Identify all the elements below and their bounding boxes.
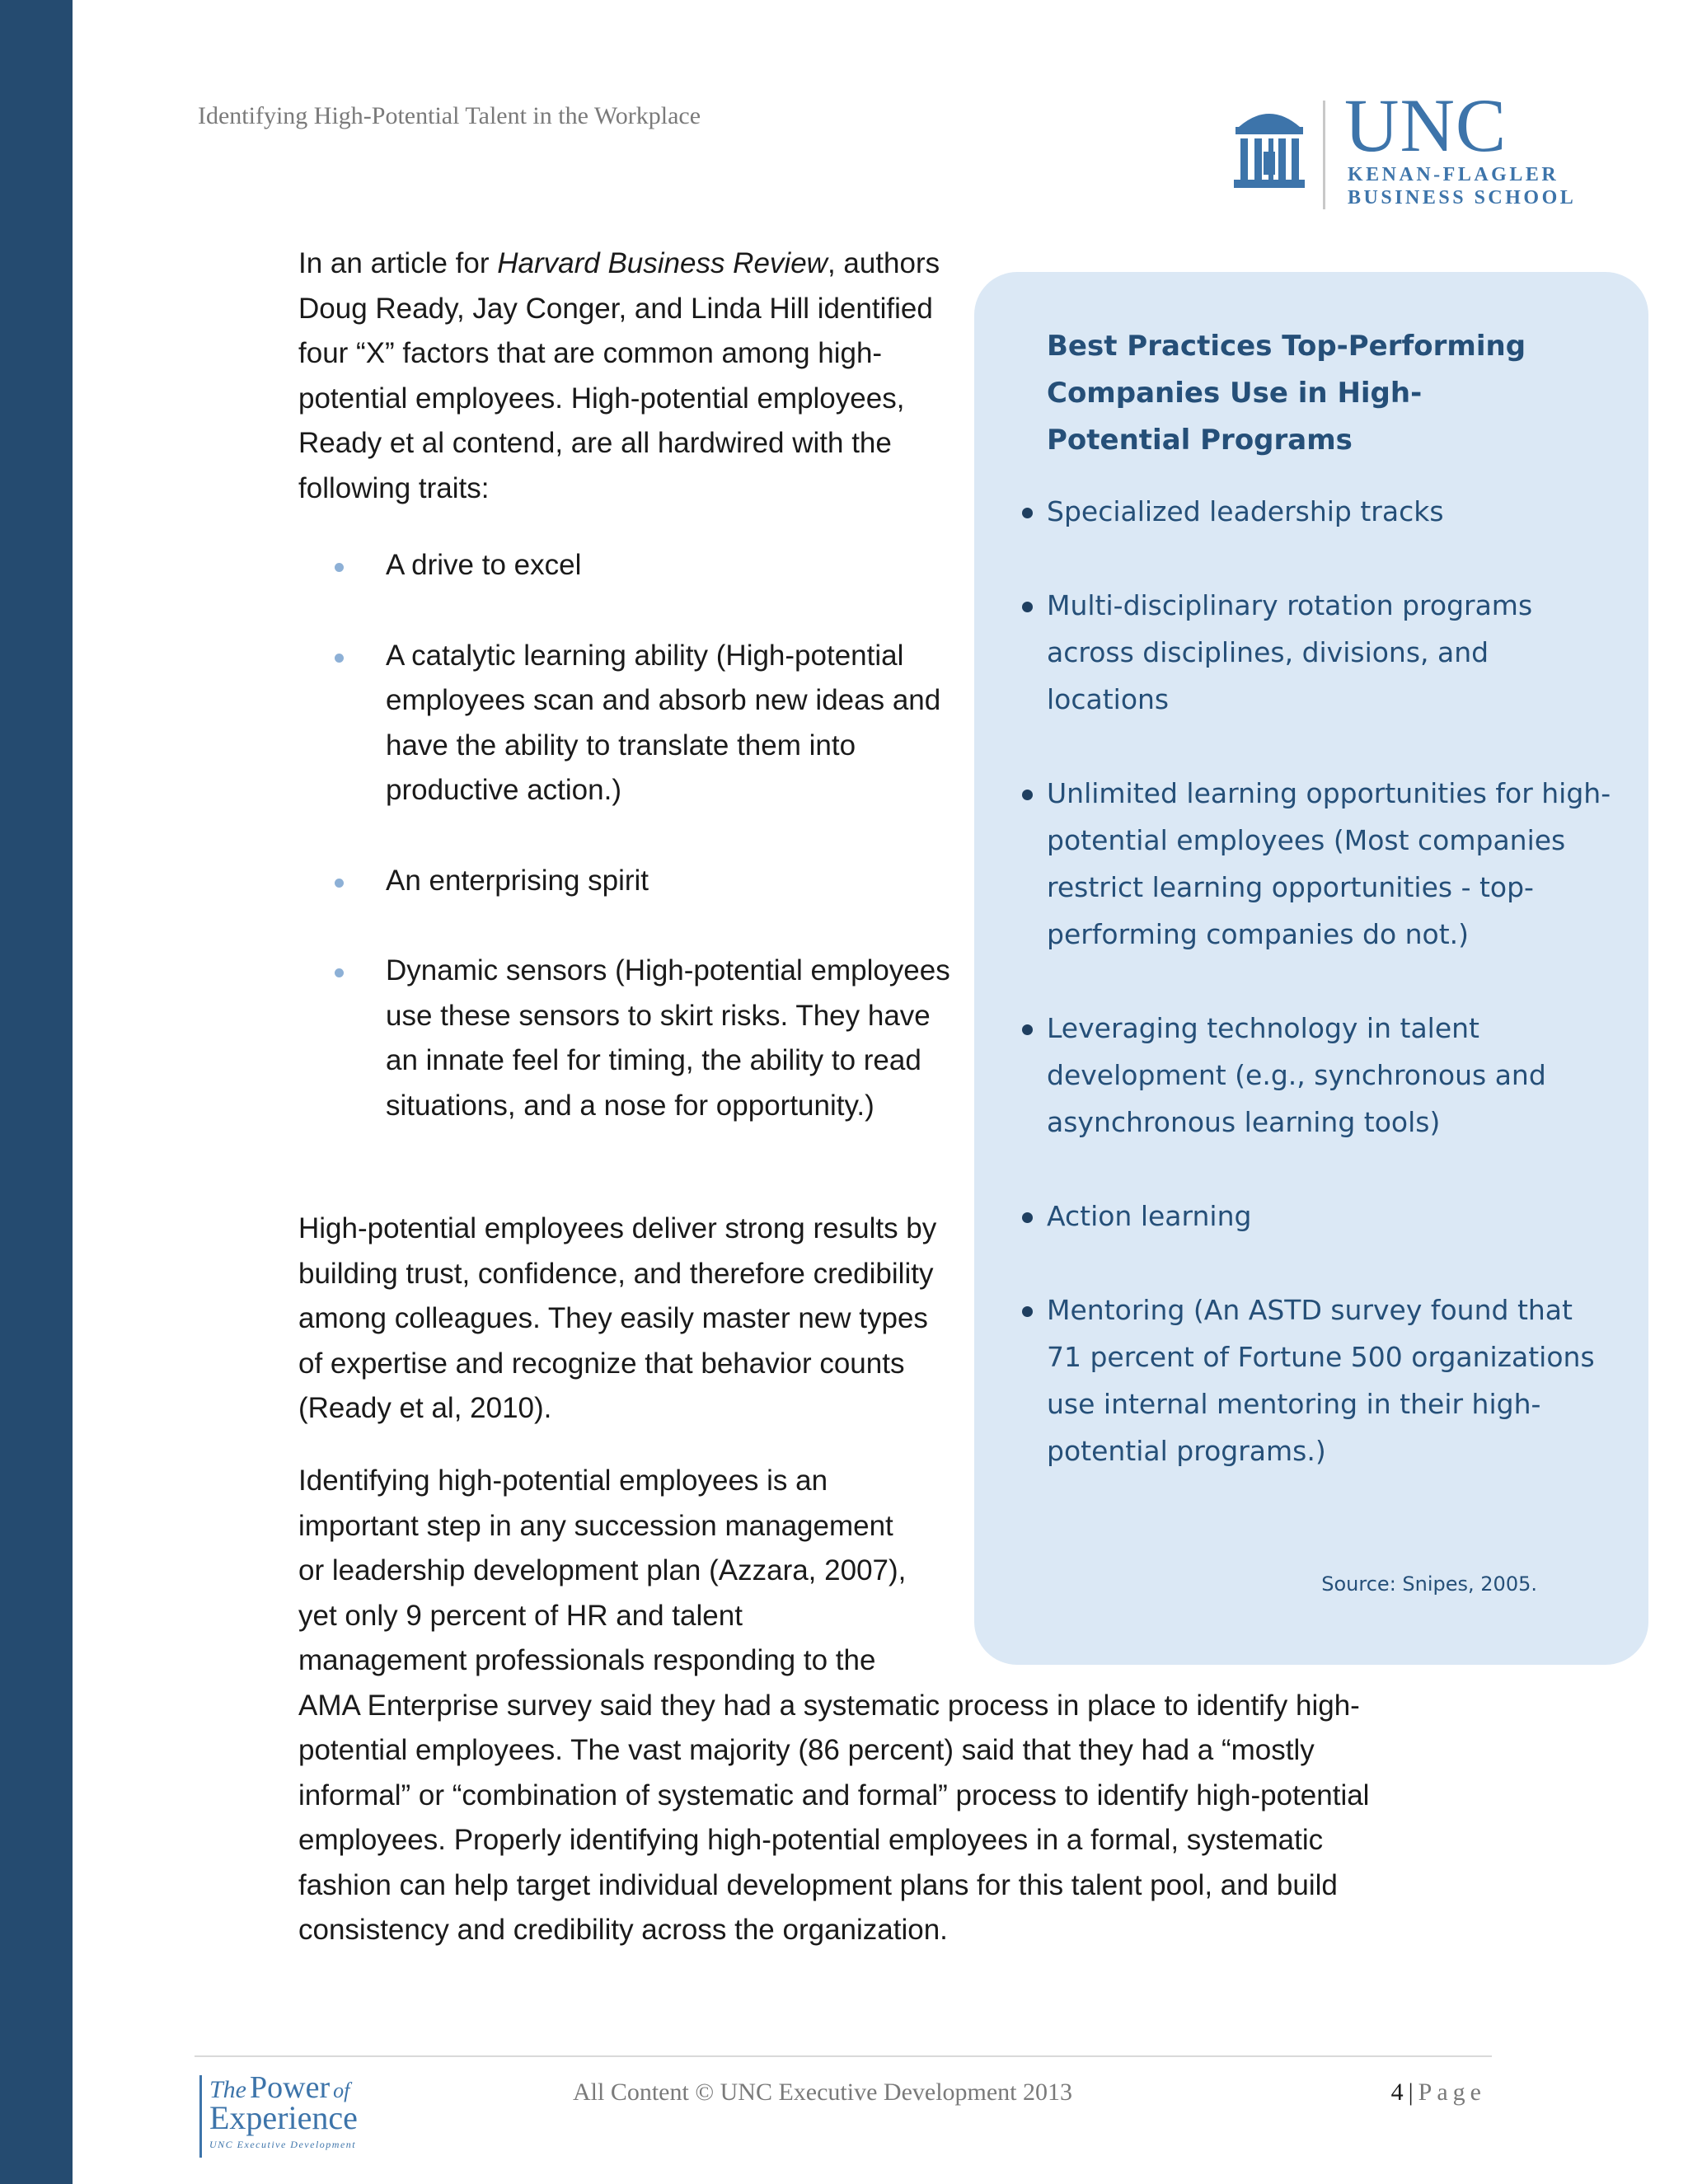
logo-experience: Experience (209, 2099, 358, 2136)
callout-source: Source: Snipes, 2005. (1321, 1572, 1537, 1596)
paragraph-line: Identifying high-potential employees is an (298, 1465, 828, 1497)
logo-power: Power (250, 2070, 331, 2105)
traits-list (298, 543, 958, 1174)
logo-the: The (209, 2076, 246, 2103)
footer-divider (195, 2055, 1492, 2057)
list-item (298, 543, 958, 588)
bullet-icon (1022, 508, 1033, 518)
practice-text: Specialized leadership tracks (1047, 495, 1444, 527)
trait-text: A drive to excel (386, 549, 582, 581)
running-header: Identifying High-Potential Talent in the Workplace (198, 102, 701, 129)
paragraph-line: yet only 9 percent of HR and talent (298, 1599, 743, 1632)
bullet-icon (1022, 790, 1033, 800)
best-practices-list (1047, 488, 1615, 1521)
logo-business-school: BUSINESS SCHOOL (1348, 187, 1577, 209)
paragraph-line: important step in any succession management (298, 1509, 893, 1542)
trait-text: A catalytic learning ability (High-potential employees scan and absorb new ideas and have the ability to translate them into productive action.) (386, 639, 941, 806)
page-number (1391, 2079, 1486, 2107)
bullet-icon (335, 968, 344, 977)
list-item (298, 634, 958, 813)
logo-kenan-flagler: KENAN-FLAGLER (1348, 164, 1559, 185)
page-number-value: 4 (1390, 2079, 1404, 2106)
bullet-icon (1022, 1212, 1033, 1223)
intro-text-pre: In an article for (298, 247, 498, 279)
logo-unc-wordmark: UNC (1344, 83, 1507, 167)
list-item (1047, 488, 1615, 535)
bullet-icon (1022, 602, 1033, 612)
paragraph-line: or leadership development plan (Azzara, 2007), (298, 1554, 907, 1586)
logo-divider (1323, 101, 1325, 209)
bullet-icon (335, 563, 344, 572)
results-paragraph: High-potential employees deliver strong results by building trust, confidence, and therefore credibility among colleagues. They easily master new types of expertise and recognize that behavior counts (Ready et al, 2010). (298, 1212, 937, 1424)
paragraph-line: AMA Enterprise survey said they had a systematic process in place to identify high- (298, 1689, 1360, 1722)
list-item (1047, 582, 1615, 723)
left-sidebar-band (0, 0, 73, 2184)
trait-text: An enterprising spirit (386, 864, 649, 897)
page-word: Page (1418, 2079, 1486, 2106)
logo-bar (199, 2075, 202, 2158)
list-item (1047, 1286, 1615, 1474)
publication-title: Harvard Business Review (497, 247, 828, 279)
footer-copyright: All Content © UNC Executive Development 2013 (573, 2079, 1073, 2106)
paragraph-line: management professionals responding to the (298, 1644, 876, 1676)
list-item (1047, 1193, 1615, 1240)
practice-text: Action learning (1047, 1200, 1252, 1232)
callout-title: Best Practices Top-Performing Companies Use in High-Potential Programs (1047, 330, 1526, 457)
best-practices-callout (974, 272, 1648, 1665)
unc-kenan-flagler-logo (1232, 83, 1603, 213)
intro-paragraph (298, 241, 958, 511)
list-item (298, 859, 958, 904)
intro-text-post: , authors Doug Ready, Jay Conger, and Linda Hill identified four “X” factors that are common among high-potential employees. High-potential employees, Ready et al contend, are all hardwired with the following traits: (298, 247, 940, 504)
list-item (298, 949, 958, 1128)
practice-text: Leveraging technology in talent development (e.g., synchronous and asynchronous learning tools) (1047, 1012, 1546, 1138)
paragraph-line: informal” or “combination of systematic and formal” process to identify high-potential (298, 1779, 1370, 1811)
bullet-icon (1022, 1024, 1033, 1035)
practice-text: Multi-disciplinary rotation programs across disciplines, divisions, and locations (1047, 589, 1533, 715)
bullet-icon (335, 879, 344, 888)
logo-tagline: UNC Executive Development (209, 2139, 357, 2150)
power-of-experience-logo (199, 2070, 397, 2164)
page-separator: | (1408, 2079, 1414, 2106)
trait-text: Dynamic sensors (High-potential employees use these sensors to skirt risks. They have an innate feel for timing, the ability to read situations, and a nose for opportunity.) (386, 954, 950, 1122)
bullet-icon (335, 654, 344, 663)
practice-text: Unlimited learning opportunities for high-potential employees (Most companies restrict learning opportunities - top-performing companies do not.) (1047, 777, 1611, 950)
paragraph-line: fashion can help target individual development plans for this talent pool, and build (298, 1868, 1338, 1901)
logo-of: of (333, 2079, 350, 2102)
list-item (1047, 1005, 1615, 1146)
old-well-icon (1232, 102, 1306, 193)
paragraph-line: potential employees. The vast majority (86 percent) said that they had a “mostly (298, 1734, 1315, 1766)
bullet-icon (1022, 1306, 1033, 1317)
paragraph-line: employees. Properly identifying high-potential employees in a formal, systematic (298, 1824, 1324, 1856)
list-item (1047, 770, 1615, 958)
practice-text: Mentoring (An ASTD survey found that 71 percent of Fortune 500 organizations use internal mentoring in their high-potential programs.) (1047, 1294, 1595, 1467)
paragraph-line: consistency and credibility across the organization. (298, 1914, 948, 1946)
